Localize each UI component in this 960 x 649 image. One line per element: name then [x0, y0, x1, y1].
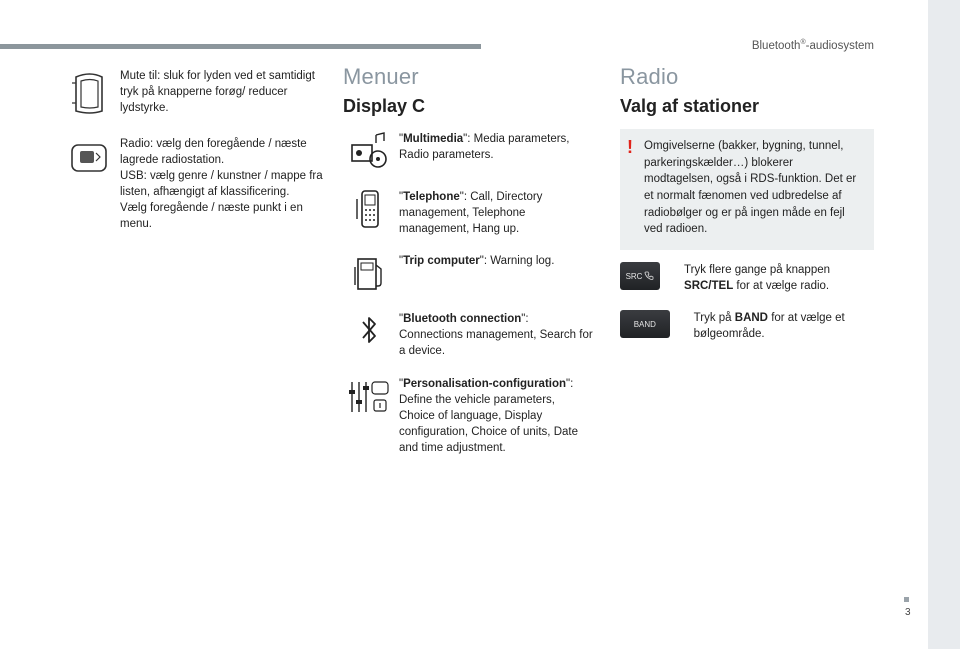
radio-column [620, 64, 874, 358]
multimedia-icon [343, 129, 395, 173]
menuer-column [343, 64, 593, 470]
page-number: 3 [905, 607, 911, 618]
control-item-radio [64, 136, 324, 233]
band-instruction [620, 310, 874, 342]
fuel-pump-icon [343, 251, 395, 295]
header-title: Bluetooth [751, 39, 801, 52]
menu-item-bluetooth [343, 309, 593, 359]
bluetooth-icon [343, 309, 395, 353]
menu-item-telephone [343, 187, 593, 237]
menu-text-trip-computer: "Trip computer": Warning log. [399, 255, 555, 268]
page-marker [904, 597, 909, 602]
telephone-icon [343, 187, 395, 231]
radio-title: Radio [620, 64, 679, 89]
menu-text-bluetooth: "Bluetooth connection": Connections management, Search for a device. [399, 313, 593, 358]
menu-item-personalisation [343, 374, 593, 456]
registered-mark: ® [800, 39, 806, 46]
header-title-rest: -audiosystem [805, 39, 874, 52]
page-header [752, 39, 874, 52]
reception-warning-text: Omgivelserne (bakker, bygning, tunnel, parkeringskælder…) blokerer modtagelsen, også i RDS-funktion. Det er et normalt fænomen ved udbredelse af radiobølger og er på ingen måde en fejl ved radioen. [644, 140, 857, 236]
station-subtitle: Valg af stationer [620, 96, 760, 116]
mute-description: Mute til: sluk for lyden ved et samtidigt tryk på knapperne forøg/ reducer lydstyrke. [120, 70, 315, 115]
page-margin-strip [928, 0, 960, 649]
top-rule [0, 44, 481, 49]
src-tel-instruction [620, 262, 874, 294]
menu-text-telephone: "Telephone": Call, Directory management, Telephone management, Hang up. [399, 191, 543, 236]
steering-button-icon [64, 136, 114, 182]
src-tel-button-image: SRC [620, 262, 660, 290]
control-item-mute [64, 68, 324, 118]
menu-item-trip-computer [343, 251, 593, 295]
menu-item-multimedia [343, 129, 593, 173]
warning-exclamation-icon: ! [627, 137, 633, 157]
band-button-image: BAND [620, 310, 670, 338]
steering-controls-column [64, 68, 324, 251]
menu-text-multimedia: "Multimedia": Media parameters, Radio parameters. [399, 133, 570, 162]
radio-usb-description: Radio: vælg den foregående / næste lagrede radiostation. USB: vælg genre / kunstner / mappe fra listen, afhængigt af klassificering. Vælg foregående / næste punkt i en menu. [120, 138, 323, 231]
steering-switch-icon [64, 68, 114, 118]
menu-text-personalisation: "Personalisation-configuration": Define the vehicle parameters, Choice of language, Display configuration, Choice of units, Date and time adjustment. [399, 377, 578, 454]
display-c-subtitle: Display C [343, 96, 426, 116]
settings-sliders-icon [343, 374, 395, 418]
menuer-title: Menuer [343, 64, 419, 89]
src-tel-instruction-text: Tryk flere gange på knappen SRC/TEL for at vælge radio. [684, 264, 831, 293]
band-instruction-text: Tryk på BAND for at vælge et bølgeområde. [693, 312, 845, 341]
reception-warning-box [620, 129, 874, 250]
